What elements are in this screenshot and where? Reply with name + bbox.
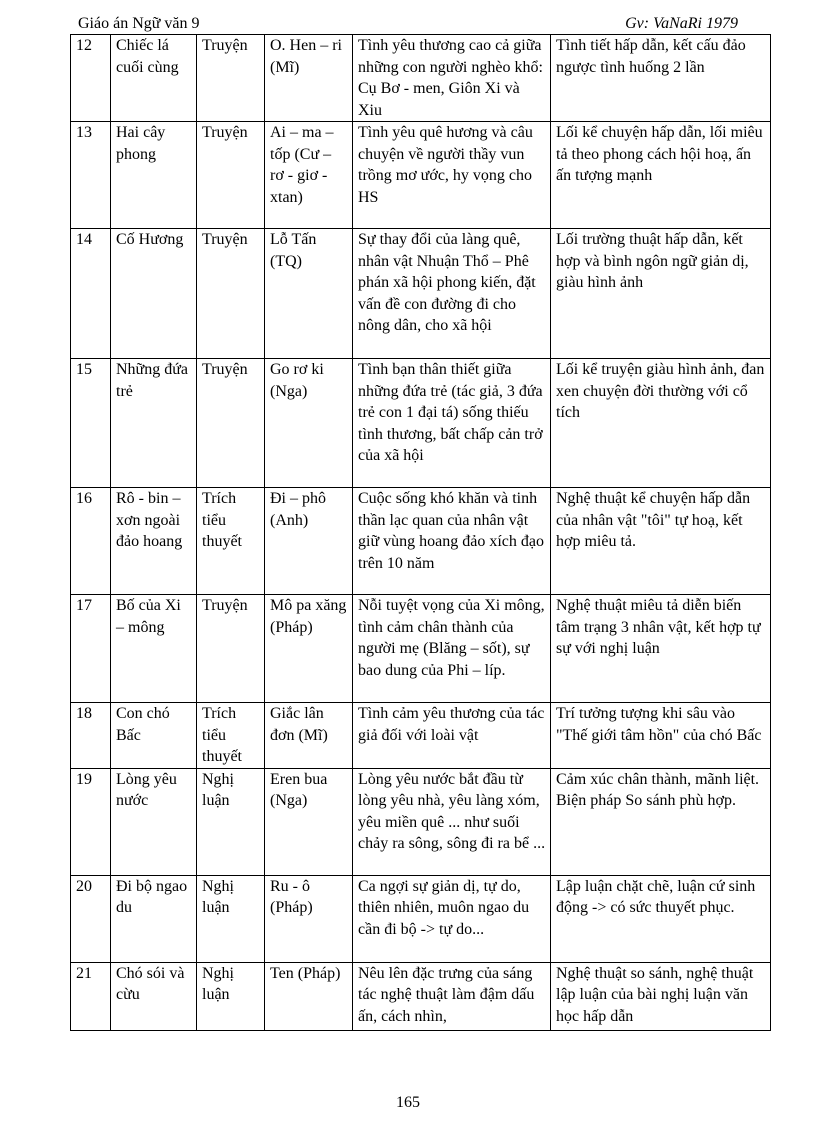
- table-row: [71, 359, 771, 488]
- cell-art: Nghệ thuật so sánh, nghệ thuật lập luận của bài nghị luận văn học hấp dẫn: [551, 962, 771, 1030]
- cell-genre: Truyện: [197, 229, 265, 359]
- cell-art: Nghệ thuật miêu tả diễn biến tâm trạng 3 nhân vật, kết hợp tự sự với nghị luận: [551, 595, 771, 703]
- cell-title: Chó sói và cừu: [111, 962, 197, 1030]
- cell-no: 12: [71, 35, 111, 122]
- cell-no: 16: [71, 488, 111, 595]
- cell-author: Go rơ ki (Nga): [265, 359, 353, 488]
- cell-art: Lối trường thuật hấp dẫn, kết hợp và bình ngôn ngữ giản dị, giàu hình ảnh: [551, 229, 771, 359]
- cell-title: Hai cây phong: [111, 122, 197, 229]
- cell-art: Lối kể chuyện hấp dẫn, lối miêu tả theo phong cách hội hoạ, ấn ấn tượng mạnh: [551, 122, 771, 229]
- cell-genre: Truyện: [197, 35, 265, 122]
- cell-content: Nêu lên đặc trưng của sáng tác nghệ thuật làm đậm dấu ấn, cách nhìn,: [353, 962, 551, 1030]
- cell-author: Giắc lân đơn (Mĩ): [265, 703, 353, 769]
- cell-title: Rô - bin – xơn ngoài đảo hoang: [111, 488, 197, 595]
- table-row: [71, 35, 771, 122]
- cell-title: Lòng yêu nước: [111, 768, 197, 875]
- header-teacher: Gv: VaNaRi 1979: [625, 15, 738, 32]
- cell-author: Ai – ma – tốp (Cư – rơ - giơ - xtan): [265, 122, 353, 229]
- cell-no: 20: [71, 875, 111, 962]
- cell-art: Lối kể truyện giàu hình ảnh, đan xen chuyện đời thường với cổ tích: [551, 359, 771, 488]
- cell-genre: Nghị luận: [197, 962, 265, 1030]
- cell-title: Những đứa trẻ: [111, 359, 197, 488]
- page-number: 165: [396, 1094, 420, 1111]
- cell-title: Cố Hương: [111, 229, 197, 359]
- table-row: [71, 768, 771, 875]
- cell-author: Lỗ Tấn (TQ): [265, 229, 353, 359]
- cell-art: Trí tưởng tượng khi sâu vào "Thế giới tâm hồn" của chó Bấc: [551, 703, 771, 769]
- cell-genre: Trích tiểu thuyết: [197, 488, 265, 595]
- cell-genre: Trích tiểu thuyết: [197, 703, 265, 769]
- page-header: [78, 14, 738, 34]
- cell-author: O. Hen – ri (Mĩ): [265, 35, 353, 122]
- cell-genre: Truyện: [197, 359, 265, 488]
- cell-art: Cảm xúc chân thành, mãnh liệt. Biện pháp So sánh phù hợp.: [551, 768, 771, 875]
- cell-content: Nỗi tuyệt vọng của Xi mông, tình cảm chân thành của người mẹ (Blăng – sốt), sự bao dung của Phi – líp.: [353, 595, 551, 703]
- header-subject: Giáo án Ngữ văn 9: [78, 15, 200, 32]
- cell-genre: Truyện: [197, 122, 265, 229]
- cell-content: Ca ngợi sự giản dị, tự do, thiên nhiên, muôn ngao du cần đi bộ -> tự do...: [353, 875, 551, 962]
- table-row: [71, 703, 771, 769]
- cell-no: 15: [71, 359, 111, 488]
- cell-content: Tình cảm yêu thương của tác giả đối với loài vật: [353, 703, 551, 769]
- cell-author: Ten (Pháp): [265, 962, 353, 1030]
- cell-art: Tình tiết hấp dẫn, kết cấu đảo ngược tình huống 2 lần: [551, 35, 771, 122]
- table-row: [71, 229, 771, 359]
- cell-title: Con chó Bấc: [111, 703, 197, 769]
- cell-title: Bố của Xi – mông: [111, 595, 197, 703]
- cell-art: Nghệ thuật kể chuyện hấp dẫn của nhân vật "tôi" tự hoạ, kết hợp miêu tả.: [551, 488, 771, 595]
- cell-author: Ru - ô (Pháp): [265, 875, 353, 962]
- cell-genre: Nghị luận: [197, 768, 265, 875]
- table-row: [71, 488, 771, 595]
- cell-no: 14: [71, 229, 111, 359]
- cell-author: Đi – phô (Anh): [265, 488, 353, 595]
- table-row: [71, 595, 771, 703]
- cell-content: Lòng yêu nước bắt đầu từ lòng yêu nhà, yêu làng xóm, yêu miền quê ... như suối chảy ra sông, sông đi ra bể ...: [353, 768, 551, 875]
- table-row: [71, 122, 771, 229]
- cell-no: 13: [71, 122, 111, 229]
- cell-genre: Truyện: [197, 595, 265, 703]
- cell-content: Tình yêu quê hương và câu chuyện về người thầy vun trồng mơ ước, hy vọng cho HS: [353, 122, 551, 229]
- cell-title: Chiếc lá cuối cùng: [111, 35, 197, 122]
- cell-content: Tình yêu thương cao cả giữa những con người nghèo khổ: Cụ Bơ - men, Giôn Xi và Xiu: [353, 35, 551, 122]
- cell-content: Tình bạn thân thiết giữa những đứa trẻ (tác giả, 3 đứa trẻ con 1 đại tá) sống thiếu tình thương, bất chấp cản trở của xã hội: [353, 359, 551, 488]
- table-row: [71, 875, 771, 962]
- cell-title: Đi bộ ngao du: [111, 875, 197, 962]
- cell-no: 19: [71, 768, 111, 875]
- cell-author: Mô pa xăng (Pháp): [265, 595, 353, 703]
- cell-genre: Nghị luận: [197, 875, 265, 962]
- cell-author: Eren bua (Nga): [265, 768, 353, 875]
- cell-art: Lập luận chặt chẽ, luận cứ sinh động -> có sức thuyết phục.: [551, 875, 771, 962]
- cell-content: Cuộc sống khó khăn và tinh thần lạc quan của nhân vật giữ vùng hoang đảo xích đạo trên 10 năm: [353, 488, 551, 595]
- cell-no: 18: [71, 703, 111, 769]
- cell-no: 17: [71, 595, 111, 703]
- literature-summary-table: [70, 34, 771, 1031]
- cell-no: 21: [71, 962, 111, 1030]
- table-row: [71, 962, 771, 1030]
- cell-content: Sự thay đổi của làng quê, nhân vật Nhuận Thổ – Phê phán xã hội phong kiến, đặt vấn đề con đường đi cho nông dân, cho xã hội: [353, 229, 551, 359]
